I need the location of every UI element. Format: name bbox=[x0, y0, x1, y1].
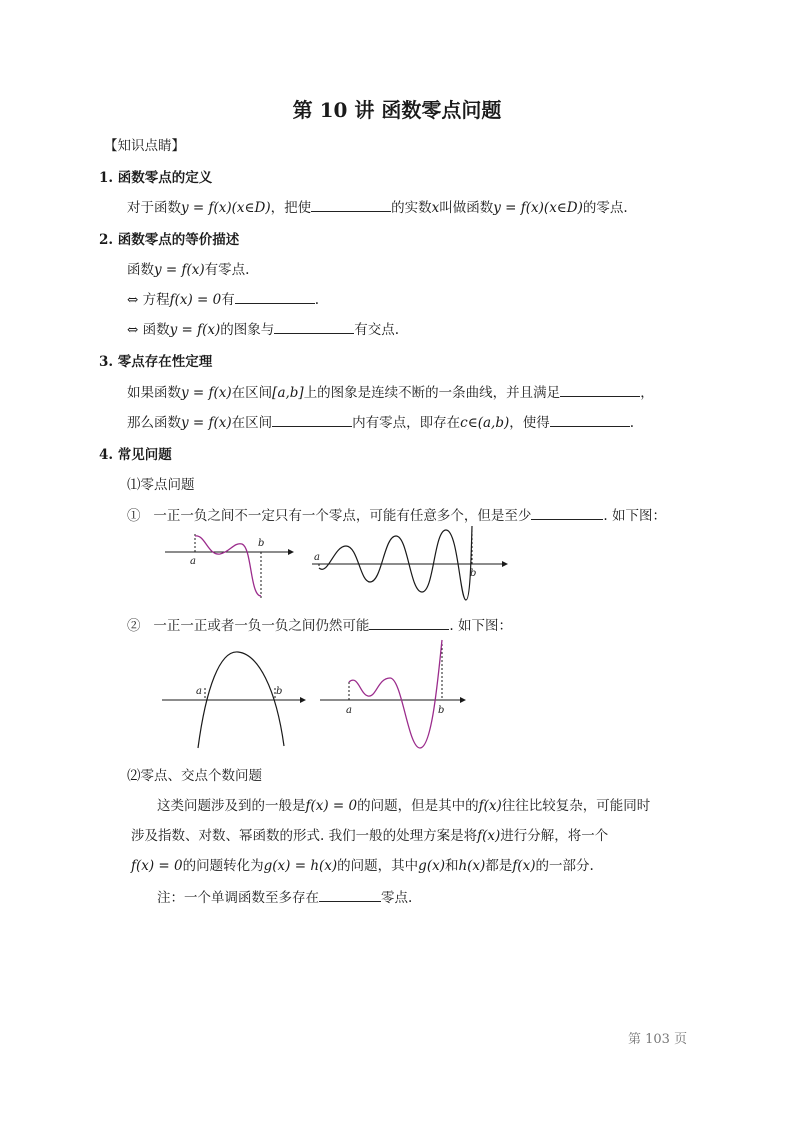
item2-text: 一正一正或者一负一负之间仍然可能 bbox=[153, 618, 370, 634]
arrow-icon bbox=[300, 697, 306, 703]
p3-and: 和 bbox=[444, 858, 459, 874]
s1-heading: 1. 函数零点的定义 bbox=[99, 170, 213, 186]
p3-b: 的问题，其中 bbox=[337, 858, 419, 874]
blank-6[interactable] bbox=[550, 412, 630, 427]
item1-num: ① bbox=[127, 508, 141, 524]
arrow-icon bbox=[288, 549, 294, 555]
s2-line-1 bbox=[127, 258, 249, 278]
label-a: a bbox=[314, 552, 320, 563]
s4-para-1 bbox=[157, 794, 650, 814]
p3-f: f(x) = 0 bbox=[131, 858, 183, 874]
s2-l3-a: ⇔ 函数 bbox=[127, 322, 170, 338]
blank-5[interactable] bbox=[272, 412, 352, 427]
p1-a: 这类问题涉及到的一般是 bbox=[157, 798, 306, 814]
item1-end: . 如下图： bbox=[603, 508, 666, 524]
label-a: a bbox=[196, 686, 202, 697]
label-b: b bbox=[470, 568, 477, 579]
s1-text-b: ，把使 bbox=[270, 200, 312, 216]
p1-c: 往往比较复杂，可能同时 bbox=[501, 798, 651, 814]
p2-a: 涉及指数、对数、幂函数的形式. 我们一般的处理方案是将 bbox=[131, 828, 478, 844]
blank-4[interactable] bbox=[560, 382, 640, 397]
s2-l3-f: y = f(x) bbox=[169, 322, 221, 338]
label-b: b bbox=[276, 686, 283, 697]
curve bbox=[319, 526, 472, 600]
s4-sub-1: ⑴零点问题 bbox=[127, 477, 195, 493]
s4-para-2 bbox=[131, 824, 608, 844]
s4-item-2 bbox=[127, 614, 512, 634]
s2-l1-b: 有零点. bbox=[204, 262, 250, 278]
graph-2a bbox=[160, 648, 308, 750]
label-b: b bbox=[258, 538, 265, 549]
p3-g2: g(x) bbox=[418, 858, 445, 874]
s3-l1-b: 在区间 bbox=[231, 385, 273, 401]
page-number: 第 103 页 bbox=[628, 1032, 688, 1047]
s2-l2-a: ⇔ 方程 bbox=[127, 292, 170, 308]
s3-heading: 3. 零点存在性定理 bbox=[99, 354, 213, 370]
s3-l1-f: y = f(x) bbox=[181, 385, 232, 401]
s4-item-1 bbox=[127, 504, 666, 524]
blank-3[interactable] bbox=[274, 319, 354, 334]
s3-l2-f: y = f(x) bbox=[181, 415, 232, 431]
s3-l2-a: 那么函数 bbox=[127, 415, 181, 431]
p1-b: 的问题，但是其中的 bbox=[357, 798, 479, 814]
p3-d: 的一部分. bbox=[535, 858, 594, 874]
s2-l2-f: f(x) = 0 bbox=[169, 292, 222, 308]
p1-f: f(x) = 0 bbox=[305, 798, 358, 814]
blank-1[interactable] bbox=[311, 197, 391, 212]
s3-interval: [a,b] bbox=[272, 385, 304, 401]
p3-a: 的问题转化为 bbox=[182, 858, 264, 874]
s4-para-3 bbox=[131, 854, 594, 874]
s2-line-3 bbox=[127, 318, 399, 338]
arrow-icon bbox=[460, 697, 466, 703]
s2-line-2 bbox=[127, 288, 319, 308]
s1-var-x: x bbox=[431, 200, 440, 216]
s1-text-a: 对于函数 bbox=[127, 200, 181, 216]
s1-func: y = f(x)(x∈D) bbox=[181, 200, 271, 216]
blank-9[interactable] bbox=[319, 887, 381, 902]
p1-f2: f(x) bbox=[478, 798, 502, 814]
p3-g: g(x) = h(x) bbox=[263, 858, 338, 874]
item2-end: . 如下图： bbox=[449, 618, 512, 634]
label-a: a bbox=[190, 556, 196, 567]
blank-2[interactable] bbox=[235, 289, 315, 304]
graph-1b bbox=[310, 524, 510, 604]
s3-l1-c: 上的图象是连续不断的一条曲线，并且满足 bbox=[303, 385, 561, 401]
graph-1a bbox=[160, 534, 300, 598]
item2-num: ② bbox=[127, 618, 141, 634]
s3-l1-end: ， bbox=[640, 385, 654, 401]
s3-c-in: c∈(a,b) bbox=[460, 415, 510, 431]
s3-l2-d: ，使得 bbox=[509, 415, 550, 431]
s2-l1-f: y = f(x) bbox=[154, 262, 205, 278]
section-label: 【知识点睛】 bbox=[104, 138, 185, 154]
s3-line-1 bbox=[127, 381, 654, 401]
blank-8[interactable] bbox=[369, 615, 449, 630]
s4-heading: 4. 常见问题 bbox=[99, 447, 172, 463]
note-b: 零点. bbox=[381, 890, 413, 906]
curve bbox=[195, 536, 261, 596]
item1-text: 一正一负之间不一定只有一个零点，可能有任意多个，但是至少 bbox=[153, 508, 532, 524]
p2-f: f(x) bbox=[477, 828, 501, 844]
s1-text-e: 的零点. bbox=[582, 200, 628, 216]
s3-l2-c: 内有零点，即存在 bbox=[352, 415, 461, 431]
s3-l2-end: . bbox=[629, 415, 635, 431]
note-a: 注：一个单调函数至多存在 bbox=[157, 890, 319, 906]
s1-definition bbox=[127, 196, 628, 216]
s2-l1-a: 函数 bbox=[127, 262, 154, 278]
blank-7[interactable] bbox=[531, 505, 603, 520]
p3-f2: f(x) bbox=[512, 858, 536, 874]
s1-func-2: y = f(x)(x∈D) bbox=[493, 200, 583, 216]
s2-heading: 2. 函数零点的等价描述 bbox=[99, 232, 240, 248]
s4-note bbox=[157, 886, 412, 906]
page-title: 第 10 讲 函数零点问题 bbox=[292, 98, 502, 122]
s1-text-c: 的实数 bbox=[391, 200, 432, 216]
s3-l2-b: 在区间 bbox=[231, 415, 273, 431]
p3-c: 都是 bbox=[485, 858, 513, 874]
curve bbox=[349, 640, 445, 748]
s4-sub-2: ⑵零点、交点个数问题 bbox=[127, 768, 262, 784]
label-b: b bbox=[438, 705, 445, 716]
s3-line-2 bbox=[127, 411, 634, 431]
s1-text-d: 叫做函数 bbox=[439, 200, 494, 216]
s3-l1-a: 如果函数 bbox=[127, 385, 181, 401]
graph-2b bbox=[318, 638, 468, 752]
s2-l2-b: 有 bbox=[221, 292, 235, 308]
s2-l3-b: 的图象与 bbox=[220, 322, 275, 338]
p2-b: 进行分解，将一个 bbox=[500, 828, 609, 844]
label-a: a bbox=[346, 705, 352, 716]
p3-h: h(x) bbox=[458, 858, 486, 874]
arrow-icon bbox=[502, 561, 508, 567]
s2-l3-c: 有交点. bbox=[354, 322, 400, 338]
s2-l2-end: . bbox=[314, 292, 320, 308]
